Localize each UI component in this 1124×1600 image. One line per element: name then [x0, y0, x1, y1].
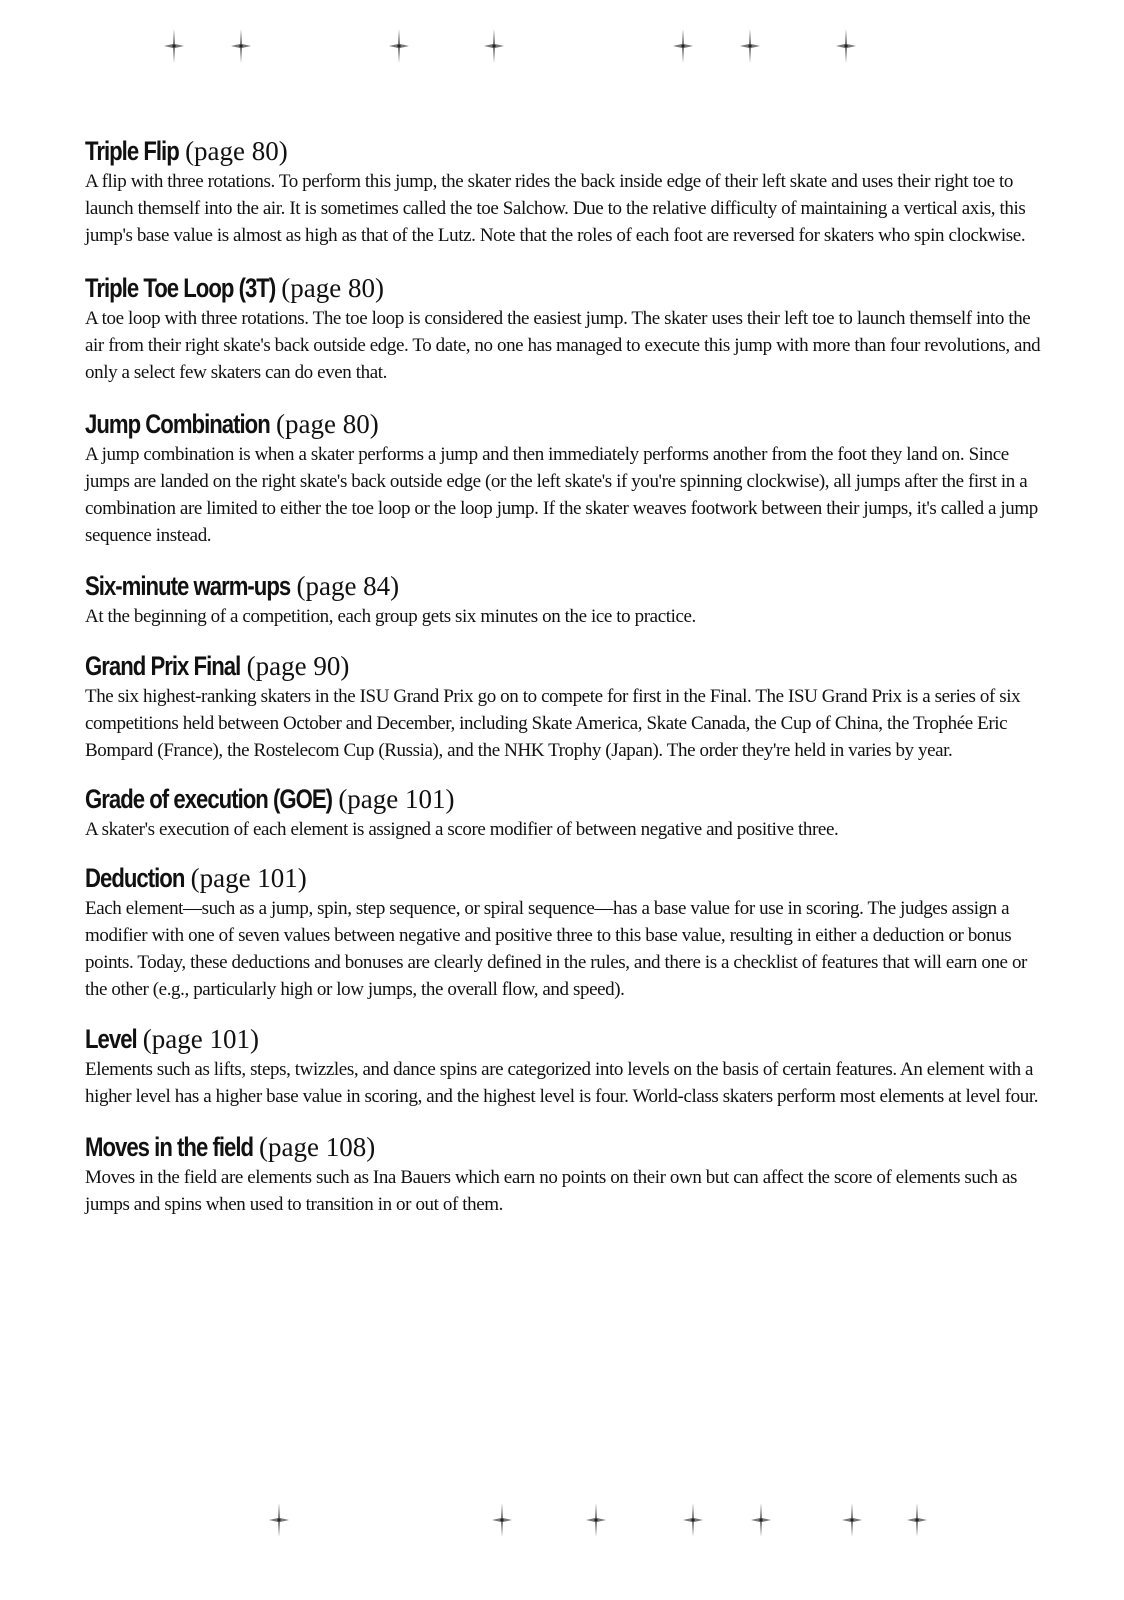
- entry-term: Triple Toe Loop (3T): [85, 273, 276, 303]
- entry-definition: A flip with three rotations. To perform this jump, the skater rides the back inside edge of their left skate and uses their right toe to launch themself into the air. It is sometimes called the toe Salchow. Due to the relative difficulty of maintaining a vertical axis, this jump's base value is almost as high as that of the Lutz. Note that the roles of each foot are reversed for skaters who spin clockwise.: [85, 171, 1026, 246]
- sparkle-icon: [585, 1502, 607, 1538]
- glossary: [85, 134, 1050, 1218]
- entry-heading: [85, 134, 1050, 168]
- sparkle-icon: [906, 1502, 928, 1538]
- glossary-entry: [85, 861, 1050, 1003]
- sparkle-icon: [163, 28, 185, 64]
- sparkle-icon: [672, 28, 694, 64]
- entry-term: Level: [85, 1024, 137, 1054]
- sparkle-icon: [491, 1502, 513, 1538]
- entry-definition: A jump combination is when a skater performs a jump and then immediately performs another from the foot they land on. Since jumps are landed on the right skate's back outside edge (or the left skate's if you're spinning clockwise), all jumps after the first in a combination are limited to either the toe loop or the loop jump. If the skater weaves footwork between their jumps, it's called a jump sequence instead.: [85, 444, 1038, 546]
- entry-term: Grand Prix Final: [85, 651, 241, 681]
- entry-term: Triple Flip: [85, 136, 179, 166]
- entry-page-ref: (page 108): [259, 1132, 376, 1162]
- sparkle-icon: [268, 1502, 290, 1538]
- entry-page-ref: (page 101): [142, 1024, 259, 1054]
- entry-heading: [85, 782, 1050, 816]
- glossary-entry: [85, 407, 1050, 549]
- entry-page-ref: (page 80): [276, 409, 379, 439]
- glossary-entry: [85, 1130, 1050, 1218]
- entry-page-ref: (page 101): [190, 863, 307, 893]
- sparkle-icon: [841, 1502, 863, 1538]
- sparkle-icon: [388, 28, 410, 64]
- entry-term: Grade of execution (GOE): [85, 784, 333, 814]
- entry-term: Six-minute warm-ups: [85, 571, 291, 601]
- entry-page-ref: (page 101): [338, 784, 455, 814]
- entry-heading: [85, 271, 1050, 305]
- entry-heading: [85, 649, 1050, 683]
- entry-heading: [85, 1022, 1050, 1056]
- entry-definition: At the beginning of a competition, each group gets six minutes on the ice to practice.: [85, 606, 696, 627]
- sparkle-icon: [682, 1502, 704, 1538]
- entry-definition: Elements such as lifts, steps, twizzles, and dance spins are categorized into levels on the basis of certain features. An element with a higher level has a higher base value in scoring, and the highest level is four. World-class skaters perform most elements at level four.: [85, 1059, 1039, 1107]
- entry-heading: [85, 569, 1050, 603]
- entry-definition: The six highest-ranking skaters in the ISU Grand Prix go on to compete for first in the Final. The ISU Grand Prix is a series of six competitions held between October and December, including Skate America, Skate Canada, the Cup of China, the Trophée Eric Bompard (France), the Rostelecom Cup (Russia), and the NHK Trophy (Japan). The order they're held in varies by year.: [85, 686, 1021, 761]
- sparkle-icon: [739, 28, 761, 64]
- entry-page-ref: (page 90): [246, 651, 350, 681]
- sparkle-icon: [483, 28, 505, 64]
- entry-term: Deduction: [85, 863, 185, 893]
- sparkle-icon: [230, 28, 252, 64]
- entry-heading: [85, 861, 1050, 895]
- entry-page-ref: (page 84): [296, 571, 400, 601]
- entry-term: Moves in the field: [85, 1132, 254, 1162]
- entry-definition: Moves in the field are elements such as Ina Bauers which earn no points on their own but can affect the score of elements such as jumps and spins when used to transition in or out of them.: [85, 1167, 1018, 1215]
- glossary-entry: [85, 1022, 1050, 1110]
- entry-page-ref: (page 80): [185, 136, 288, 166]
- entry-definition: Each element—such as a jump, spin, step sequence, or spiral sequence—has a base value for use in scoring. The judges assign a modifier with one of seven values between negative and positive three to this base value, resulting in either a deduction or bonus points. Today, these deductions and bonuses are clearly defined in the rules, and there is a checklist of features that will earn one or the other (e.g., particularly high or low jumps, the overall flow, and speed).: [85, 898, 1027, 1000]
- glossary-entry: [85, 649, 1050, 764]
- entry-term: Jump Combination: [85, 409, 270, 439]
- entry-page-ref: (page 80): [281, 273, 384, 303]
- glossary-entry: [85, 782, 1050, 843]
- top-decoration-row: [0, 28, 1124, 68]
- sparkle-icon: [835, 28, 857, 64]
- glossary-entry: [85, 569, 1050, 630]
- glossary-entry: [85, 134, 1050, 249]
- glossary-entry: [85, 271, 1050, 386]
- entry-definition: A toe loop with three rotations. The toe loop is considered the easiest jump. The skater uses their left toe to launch themself into the air from their right skate's back outside edge. To date, no one has managed to execute this jump with more than four revolutions, and only a select few skaters can do even that.: [85, 308, 1041, 383]
- bottom-decoration-row: [0, 1502, 1124, 1542]
- entry-heading: [85, 407, 1050, 441]
- entry-heading: [85, 1130, 1050, 1164]
- sparkle-icon: [750, 1502, 772, 1538]
- entry-definition: A skater's execution of each element is assigned a score modifier of between negative and positive three.: [85, 819, 839, 840]
